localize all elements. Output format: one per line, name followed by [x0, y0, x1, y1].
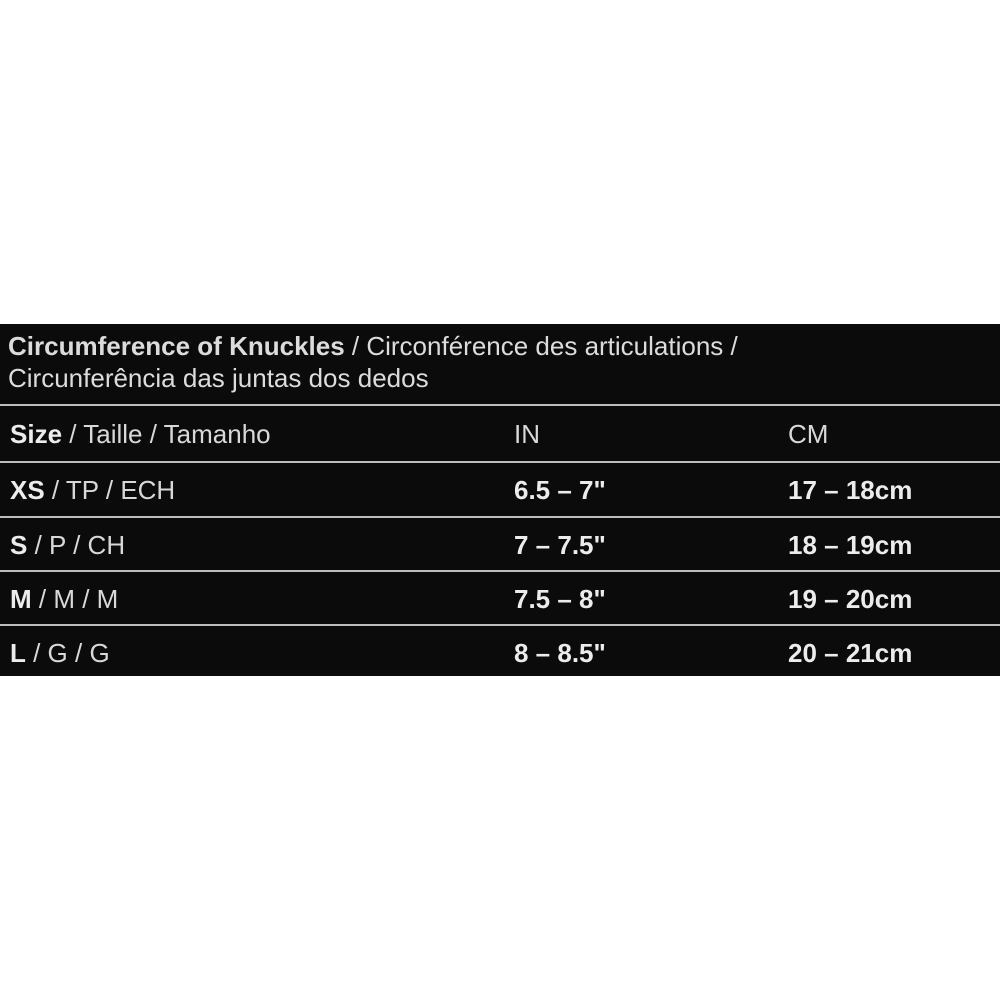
heading-title-en: Circumference of Knuckles	[8, 331, 345, 361]
table-row-l	[0, 626, 1000, 680]
inches-cell: 6.5 – 7"	[514, 475, 606, 505]
heading-line-1	[8, 330, 988, 362]
table-row-m	[0, 572, 1000, 626]
heading-line-2: Circunferência das juntas dos dedos	[8, 363, 429, 393]
inches-cell: 8 – 8.5"	[514, 638, 606, 668]
size-chart-panel	[0, 324, 1000, 676]
size-translations: / P / CH	[27, 530, 126, 560]
centimeters-cell: 19 – 20cm	[788, 584, 913, 614]
header-size	[10, 407, 271, 461]
header-divider	[0, 404, 1000, 406]
chart-heading	[8, 330, 988, 394]
header-size-en: Size	[10, 419, 63, 449]
size-code: M	[10, 584, 32, 614]
size-cell	[10, 463, 175, 517]
header-in: IN	[514, 419, 540, 449]
centimeters-cell: 17 – 18cm	[788, 475, 913, 505]
centimeters-cell: 18 – 19cm	[788, 530, 913, 560]
heading-title-fr: / Circonférence des articulations /	[344, 331, 738, 361]
size-cell	[10, 572, 118, 626]
size-code: S	[10, 530, 28, 560]
inches-cell: 7 – 7.5"	[514, 530, 606, 560]
size-cell	[10, 518, 125, 572]
size-code: L	[10, 638, 26, 668]
header-size-translations: / Taille / Tamanho	[62, 419, 271, 449]
size-cell	[10, 626, 110, 680]
inches-cell: 7.5 – 8"	[514, 584, 606, 614]
table-row-s	[0, 518, 1000, 572]
size-translations: / G / G	[25, 638, 110, 668]
table-row-xs	[0, 463, 1000, 517]
table-header-row	[0, 407, 1000, 461]
centimeters-cell: 20 – 21cm	[788, 638, 913, 668]
size-code: XS	[10, 475, 45, 505]
header-cm: CM	[788, 419, 829, 449]
size-translations: / TP / ECH	[44, 475, 176, 505]
size-translations: / M / M	[31, 584, 119, 614]
